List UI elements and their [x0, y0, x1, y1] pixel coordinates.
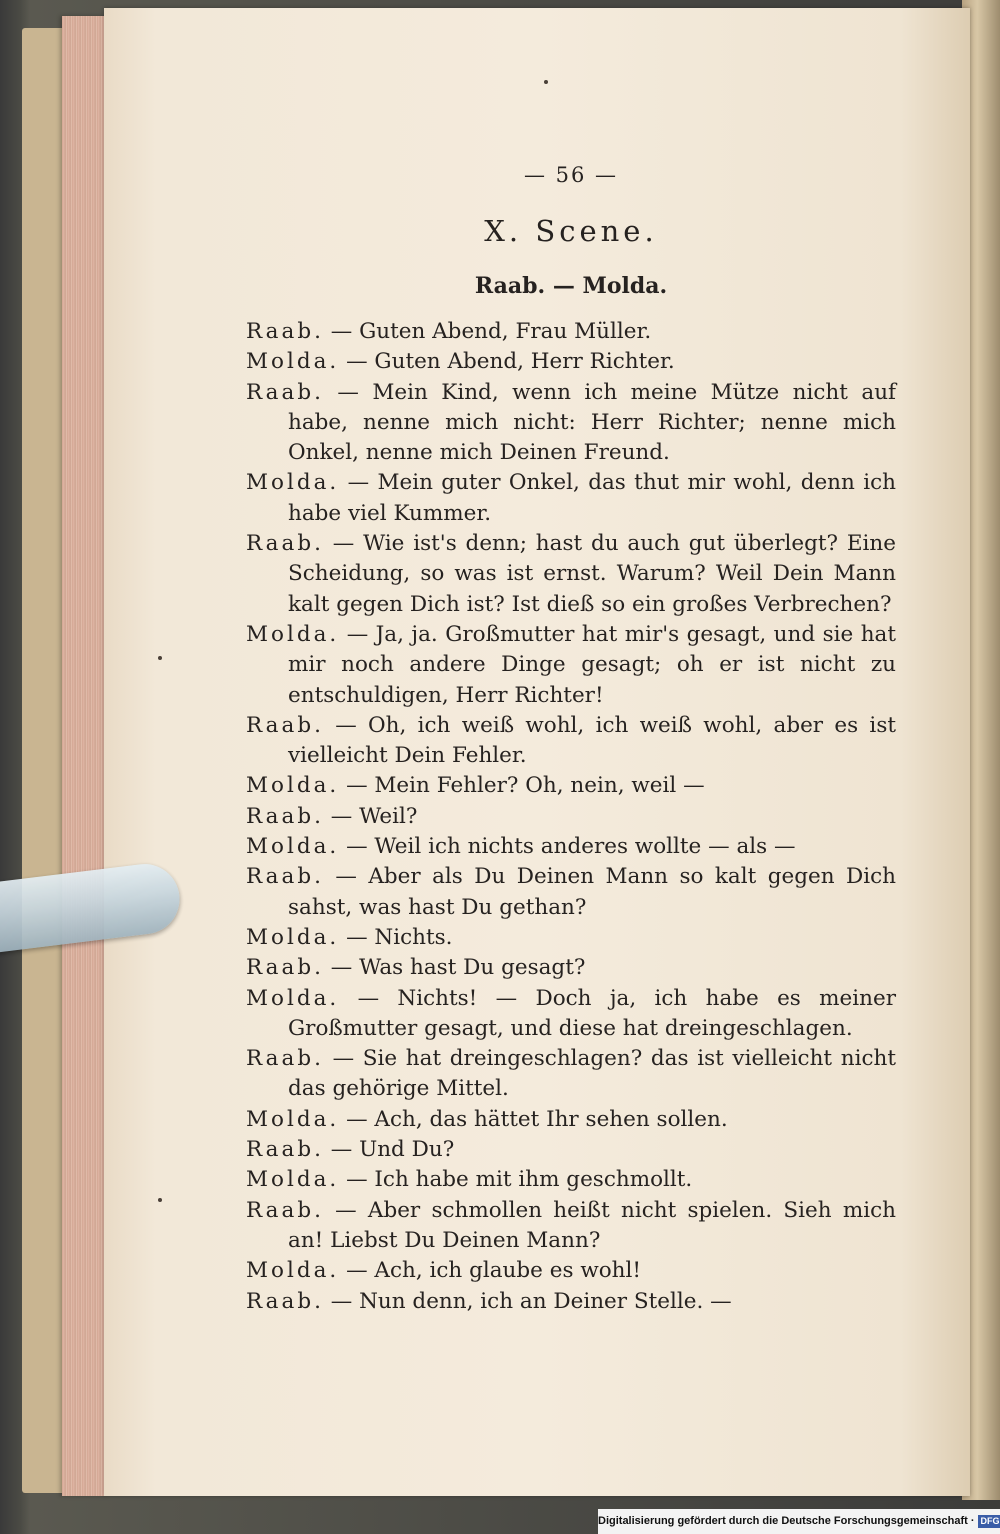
dfg-logo: DFG [978, 1515, 1000, 1528]
dialogue-text: — Weil? [323, 803, 418, 829]
speaker-name: Molda. [246, 470, 340, 496]
digitization-credit [598, 1509, 1000, 1534]
scene-title: X. Scene. [484, 214, 658, 248]
dialogue-text: — Was hast Du gesagt? [323, 955, 586, 981]
speaker-name: Molda. [246, 834, 340, 860]
dialogue-line [246, 468, 896, 529]
dialogue-line [246, 711, 896, 772]
dialogue-line [246, 620, 896, 711]
dialogue-line [246, 1105, 896, 1135]
dialogue-text: — Guten Abend, Herr Richter. [339, 349, 675, 375]
speaker-name: Raab. [246, 531, 324, 557]
dialogue-text: — Nichts! — Doch ja, ich habe es meiner Großmutter gesagt, und diese hat dreingeschlagen. [288, 985, 896, 1041]
dialogue-text: — Nun denn, ich an Deiner Stelle. — [323, 1288, 732, 1314]
dialogue-line [246, 378, 896, 469]
dialogue-line [246, 862, 896, 923]
dialogue-line [246, 771, 896, 801]
dialogue-line [246, 802, 896, 832]
dialogue-text: — Guten Abend, Frau Müller. [323, 319, 652, 344]
dialogue-line [246, 984, 896, 1045]
speaker-name: Raab. [246, 955, 324, 981]
speaker-name: Raab. [246, 1137, 324, 1163]
dialogue-line [246, 317, 896, 347]
dialogue-line [246, 1165, 896, 1195]
paper-speck [158, 1198, 162, 1202]
speaker-name: Raab. [246, 712, 324, 738]
dialogue-text: — Ich habe mit ihm geschmollt. [339, 1167, 693, 1193]
dialogue-text: — Mein guter Onkel, das thut mir wohl, denn ich habe viel Kummer. [288, 470, 896, 526]
dialogue-line [246, 1196, 896, 1257]
dialogue-text: — Sie hat dreingeschlagen? das ist vielleicht nicht das gehörige Mittel. [288, 1046, 896, 1102]
paper-speck [544, 80, 548, 84]
speaker-name: Molda. [246, 1106, 340, 1132]
dialogue-text: — Und Du? [323, 1137, 455, 1163]
dialogue-text: — Weil ich nichts anderes wollte — als — [339, 834, 796, 860]
dialogue-text: — Mein Fehler? Oh, nein, weil — [339, 773, 705, 799]
dialogue-text: — Aber als Du Deinen Mann so kalt gegen Dich sahst, was hast Du gethan? [288, 864, 896, 920]
speaker-name: Raab. [246, 803, 324, 829]
dialogue-line [246, 832, 896, 862]
dialogue-line [246, 1256, 896, 1286]
dialogue-line [246, 1287, 896, 1317]
page-number: — 56 — [523, 163, 619, 187]
speaker-name: Raab. [246, 1046, 324, 1072]
speaker-name: Raab. [246, 1288, 324, 1314]
dialogue-line [246, 953, 896, 983]
paper-speck [158, 656, 162, 660]
dialogue-line [246, 923, 896, 953]
dialogue-text: — Oh, ich weiß wohl, ich weiß wohl, aber es ist vielleicht Dein Fehler. [288, 712, 896, 769]
speaker-name: Molda. [246, 1167, 340, 1193]
dialogue-text: — Mein Kind, wenn ich meine Mütze nicht auf habe, nenne mich nicht: Herr Richter; nenne mich Onkel, nenne mich Deinen Freund. [288, 379, 896, 466]
speaker-name: Raab. [246, 379, 324, 405]
dialogue-line [246, 1135, 896, 1165]
dialogue-line [246, 1044, 896, 1105]
speaker-name: Raab. [246, 864, 324, 890]
dialogue-text: — Wie ist's denn; hast du auch gut überlegt? Eine Scheidung, so was ist ernst. Warum? Weil Dein Mann kalt gegen Dich ist? Ist dieß so ein großes Verbrechen? [288, 531, 896, 617]
dialogue-text: — Ja, ja. Großmutter hat mir's gesagt, und sie hat mir noch andere Dinge gesagt; oh er ist nicht zu entschuldigen, Herr Richter! [288, 621, 896, 708]
credit-text: Digitalisierung gefördert durch die Deutsche Forschungsgemeinschaft · [598, 1515, 975, 1527]
dialogue-line [246, 529, 896, 620]
dialogue-line [246, 347, 896, 377]
dialogue-text: — Ach, ich glaube es wohl! [339, 1258, 642, 1284]
speaker-name: Molda. [246, 773, 340, 799]
speaker-name: Raab. [246, 319, 324, 344]
scene-persons: Raab. — Molda. [474, 273, 668, 299]
speaker-name: Raab. [246, 1197, 324, 1223]
book-page [104, 8, 970, 1496]
dialogue-text: — Ach, das hättet Ihr sehen sollen. [339, 1106, 728, 1132]
speaker-name: Molda. [246, 924, 340, 950]
page-edges [62, 16, 108, 1496]
speaker-name: Molda. [246, 985, 340, 1011]
dialogue [246, 317, 896, 1317]
speaker-name: Molda. [246, 1258, 340, 1284]
speaker-name: Molda. [246, 621, 340, 647]
dialogue-text: — Aber schmollen heißt nicht spielen. Sieh mich an! Liebst Du Deinen Mann? [288, 1197, 896, 1253]
speaker-name: Molda. [246, 349, 340, 375]
dialogue-text: — Nichts. [339, 924, 453, 950]
